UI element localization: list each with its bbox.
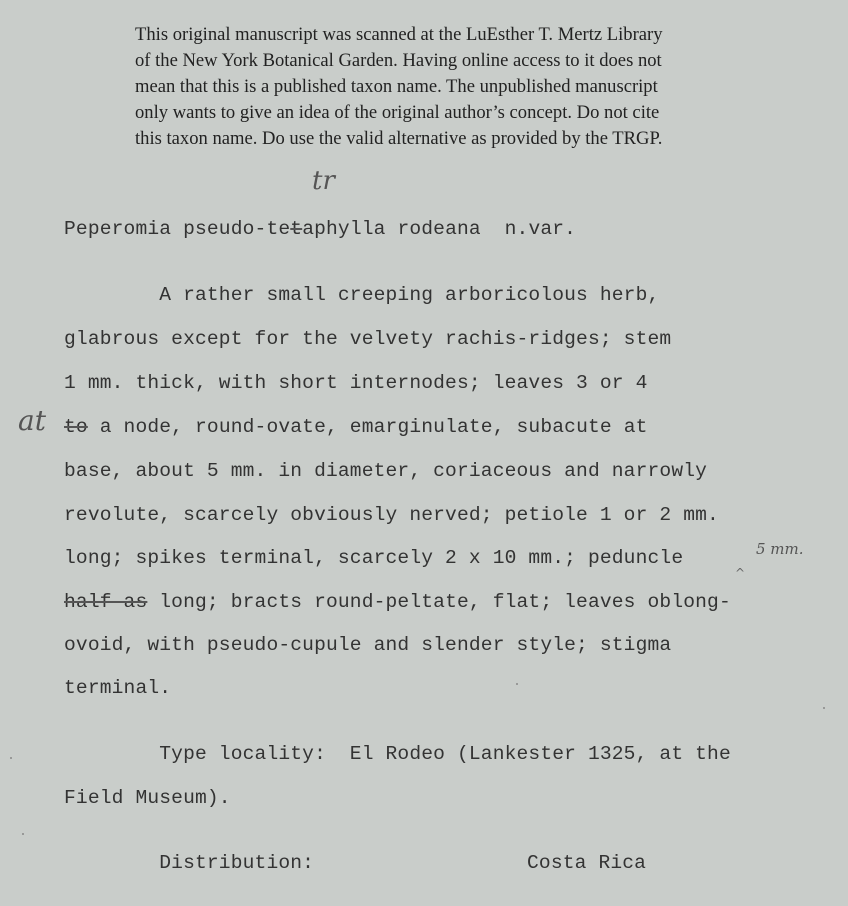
notice-line: mean that this is a published taxon name. The unpublished manuscript	[135, 76, 658, 97]
notice-line: This original manuscript was scanned at the LuEsther T. Mertz Library	[135, 24, 663, 45]
scan-speck	[10, 757, 12, 759]
struck-word: to	[64, 416, 88, 438]
description-line: revolute, scarcely obviously nerved; petiole 1 or 2 mm.	[64, 504, 719, 526]
title-suffix: aphylla rodeana n.var.	[302, 218, 577, 240]
description-line	[64, 591, 731, 613]
description-line: ovoid, with pseudo-cupule and slender style; stigma	[64, 634, 672, 656]
insertion-note: 5 mm.	[756, 540, 804, 558]
library-notice	[135, 22, 775, 152]
description-line: A rather small creeping arboricolous herb,	[64, 284, 660, 306]
notice-line: this taxon name. Do use the valid alternative as provided by the TRGP.	[135, 128, 663, 149]
title-struck-letter: t	[290, 218, 303, 240]
type-locality-continued: Field Museum).	[64, 787, 231, 809]
title-correction: tr	[312, 166, 335, 196]
scan-speck	[823, 707, 825, 709]
description-line	[64, 416, 648, 438]
scan-speck	[516, 683, 518, 685]
scan-speck	[22, 833, 24, 835]
margin-correction: at	[18, 404, 46, 437]
distribution-value: Costa Rica	[527, 852, 647, 874]
description-line: 1 mm. thick, with short internodes; leaves 3 or 4	[64, 372, 648, 394]
description-line: long; spikes terminal, scarcely 2 x 10 mm.; peduncle	[64, 547, 684, 569]
description-line: glabrous except for the velvety rachis-ridges; stem	[64, 328, 672, 350]
notice-line: only wants to give an idea of the original author’s concept. Do not cite	[135, 102, 660, 123]
insertion-caret: ^	[735, 566, 746, 580]
description-line: base, about 5 mm. in diameter, coriaceous and narrowly	[64, 460, 708, 482]
description-line: terminal.	[64, 677, 172, 699]
description-line-rest: long; bracts round-peltate, flat; leaves oblong-	[147, 591, 731, 613]
distribution-label: Distribution:	[64, 852, 315, 874]
title-prefix: Peperomia pseudo-te	[64, 218, 291, 240]
type-locality: Type locality: El Rodeo (Lankester 1325, at the	[64, 743, 731, 765]
notice-line: of the New York Botanical Garden. Having online access to it does not	[135, 50, 662, 71]
taxon-title	[64, 218, 576, 240]
description-line-rest: a node, round-ovate, emarginulate, subacute at	[87, 416, 648, 438]
struck-words: half as	[64, 591, 148, 613]
